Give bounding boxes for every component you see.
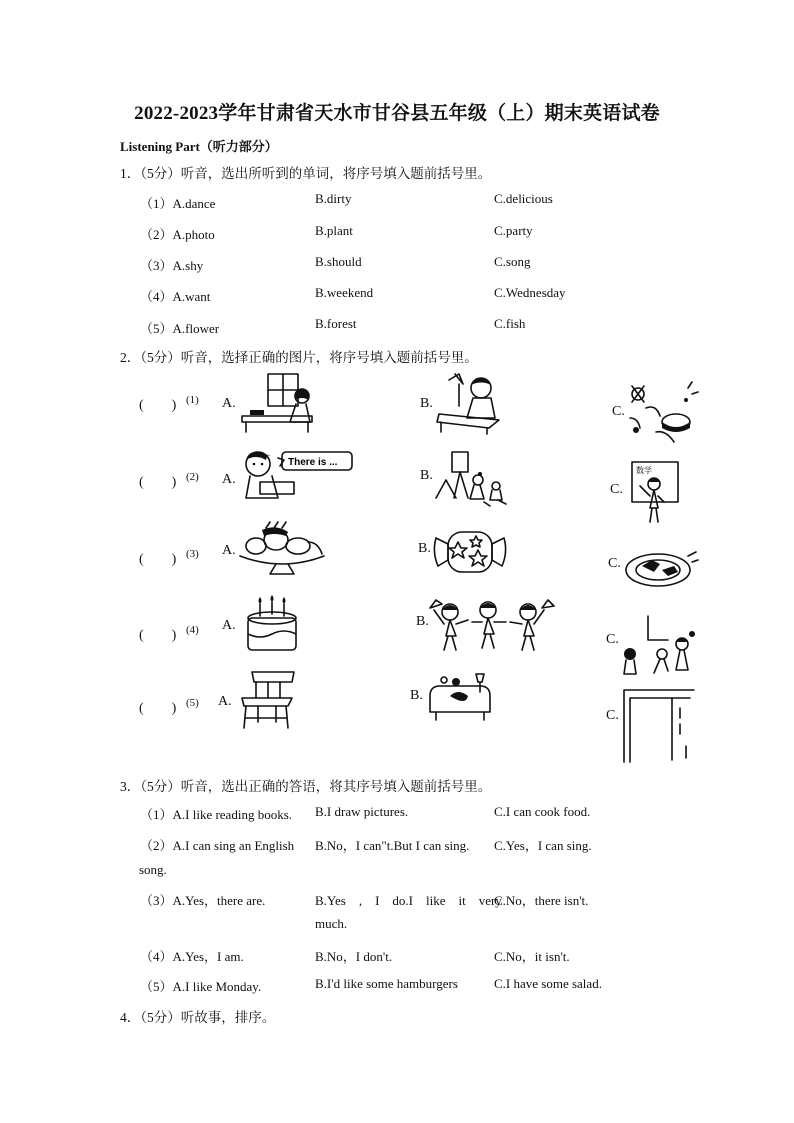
q2-row3-c-label: C. — [608, 556, 621, 571]
chair-picture — [238, 668, 300, 732]
q2-row4-a-label: A. — [222, 618, 236, 633]
q2-row1-c-label: C. — [612, 404, 625, 419]
candy-picture — [432, 528, 508, 578]
q1-row1-a: （1）A.dance — [140, 196, 216, 211]
q2-row5-paren: ( ) — [139, 701, 177, 716]
q3-row4-b: B.No，I don't. — [315, 949, 393, 964]
q2-row4-b-label: B. — [416, 614, 429, 629]
q1-row4-b: B.weekend — [315, 285, 374, 300]
q2-row4-paren: ( ) — [139, 628, 177, 643]
q3-row1-a: （1）A.I like reading books. — [140, 807, 293, 822]
q3-row3-c: C.No，there isn't. — [494, 893, 589, 908]
girl-at-window-picture — [238, 372, 322, 434]
q2-row4-c-label: C. — [606, 632, 619, 647]
q2-row2-num: (2) — [186, 471, 199, 483]
q3-row1-c: C.I can cook food. — [494, 804, 591, 819]
food-plate-picture — [622, 548, 698, 592]
q3-row3-b: B.Yes , I do.I like it very — [315, 893, 502, 908]
section-heading: Listening Part（听力部分） — [120, 139, 278, 154]
q2-row5-num: (5) — [186, 697, 199, 709]
q1-row3-b: B.should — [315, 254, 362, 269]
q1-row2-a: （2）A.photo — [140, 227, 215, 242]
q3-row1-b: B.I draw pictures. — [315, 804, 409, 819]
q4-stem: 4．（5分）听故事，排序。 — [120, 1010, 276, 1025]
q2-row5-c-label: C. — [606, 708, 619, 723]
q2-row2-paren: ( ) — [139, 475, 177, 490]
q2-row2-b-label: B. — [420, 468, 433, 483]
q3-row2-c: C.Yes，I can sing. — [494, 838, 592, 853]
page-title: 2022-2023学年甘肃省天水市甘谷县五年级（上）期末英语试卷 — [134, 103, 660, 124]
q3-row3-a: （3）A.Yes，there are. — [140, 893, 266, 908]
q1-row2-b: B.plant — [315, 223, 353, 238]
q3-row2-a-cont: song. — [139, 862, 167, 877]
family-room-picture — [618, 614, 700, 682]
q1-row5-a: （5）A.flower — [140, 321, 220, 336]
q3-row4-c: C.No，it isn't. — [494, 949, 570, 964]
q3-stem: 3．（5分）听音，选出正确的答语，将其序号填入题前括号里。 — [120, 779, 492, 794]
q1-row3-a: （3）A.shy — [140, 258, 204, 273]
q2-row1-a-label: A. — [222, 396, 236, 411]
fruit-bowl-picture — [236, 520, 328, 580]
q2-row2-c-label: C. — [610, 482, 623, 497]
birthday-cake-picture — [240, 594, 304, 658]
sofa-room-picture — [426, 670, 496, 722]
q2-row1-num: (1) — [186, 394, 199, 406]
teacher-at-board-picture — [624, 460, 682, 526]
q1-row1-c: C.delicious — [494, 191, 553, 206]
q3-row3-b-cont: much. — [315, 916, 348, 931]
q1-row2-c: C.party — [494, 223, 533, 238]
q2-row4-num: (4) — [186, 624, 199, 636]
door-picture — [620, 684, 700, 764]
plant-and-cake-picture — [626, 378, 700, 450]
q3-row5-c: C.I have some salad. — [494, 976, 602, 991]
q1-row4-a: （4）A.want — [140, 289, 211, 304]
q1-row5-b: B.forest — [315, 316, 357, 331]
children-drawing-picture — [434, 450, 510, 508]
board-text: 数学 — [636, 466, 652, 475]
q1-stem: 1．（5分）听音，选出所听到的单词，将序号填入题前括号里。 — [120, 166, 492, 181]
q2-row3-paren: ( ) — [139, 552, 177, 567]
bubble-text: There is ... — [288, 457, 338, 468]
girl-speaking-picture — [238, 446, 356, 508]
children-dancing-picture — [430, 598, 554, 652]
q3-row4-a: （4）A.Yes，I am. — [140, 949, 244, 964]
q1-row5-c: C.fish — [494, 316, 526, 331]
q3-row5-a: （5）A.I like Monday. — [140, 979, 262, 994]
q3-row5-b: B.I'd like some hamburgers — [315, 976, 458, 991]
q2-row1-paren: ( ) — [139, 398, 177, 413]
q3-row2-b: B.No，I can"t.But I can sing. — [315, 838, 470, 853]
q2-row2-a-label: A. — [222, 472, 236, 487]
q2-row1-b-label: B. — [420, 396, 433, 411]
q2-stem: 2．（5分）听音，选择正确的图片，将序号填入题前括号里。 — [120, 350, 478, 365]
q2-row5-b-label: B. — [410, 688, 423, 703]
q3-row2-a: （2）A.I can sing an English — [140, 838, 295, 853]
q1-row4-c: C.Wednesday — [494, 285, 566, 300]
boy-at-desk-picture — [435, 370, 505, 436]
q2-row5-a-label: A. — [218, 694, 232, 709]
q1-row1-b: B.dirty — [315, 191, 352, 206]
q2-row3-b-label: B. — [418, 541, 431, 556]
q2-row3-a-label: A. — [222, 543, 236, 558]
q1-row3-c: C.song — [494, 254, 531, 269]
q2-row3-num: (3) — [186, 548, 199, 560]
